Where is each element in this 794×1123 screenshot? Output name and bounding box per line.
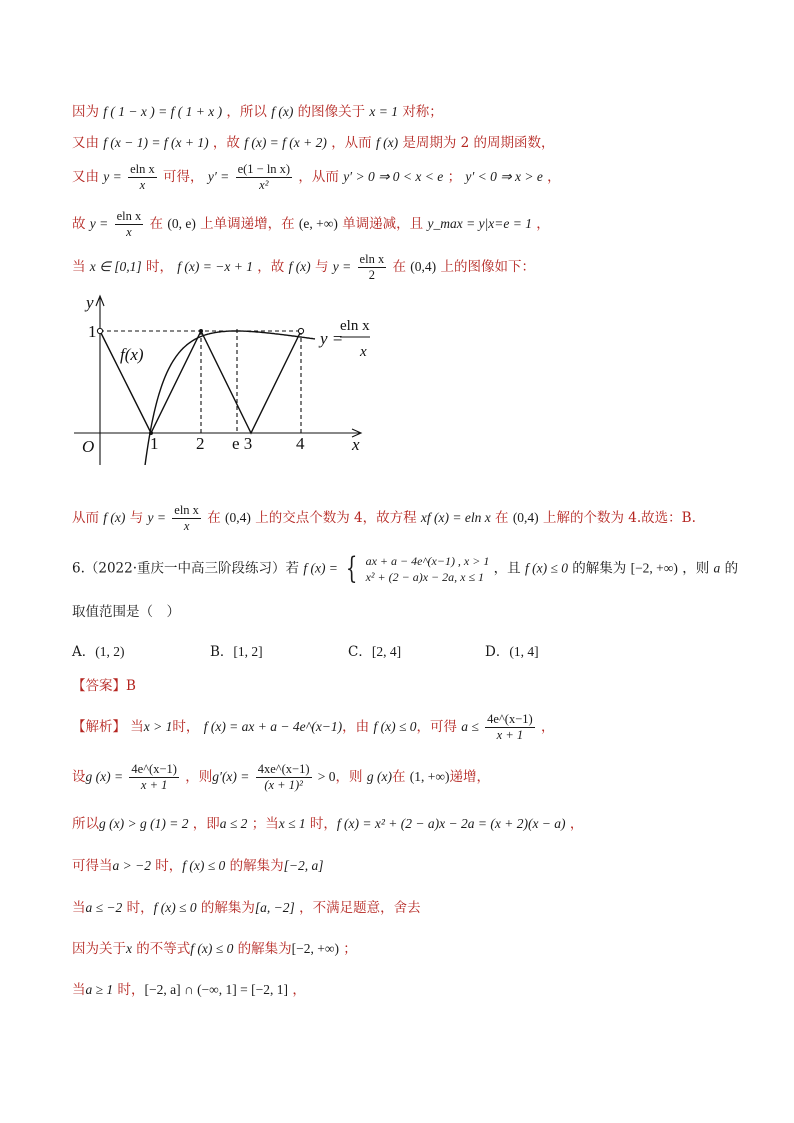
fraction: $\frac{4xe\^{}(x-1)}{\text{(x + 1)²}}$ (257, 762, 310, 792)
solution-line: 因为关于x 的不等式f (x) ≤ 0 的解集为[−2, +∞) ； (72, 941, 357, 957)
x-tick-1: 1 (150, 434, 159, 453)
question-line-2: 取值范围是（ ） (72, 604, 180, 620)
text: 上的交点个数为 4，故方程 (255, 510, 417, 526)
text-line (72, 103, 443, 121)
left-brace: { (346, 551, 358, 586)
math: f (x) (271, 104, 294, 119)
answer-value: B (126, 678, 136, 694)
math: y = (332, 259, 352, 274)
math: f (x) = f (x + 2) (244, 135, 327, 150)
text: ； (447, 169, 462, 185)
option-b: B．[1, 2] (210, 644, 263, 660)
math: (0,4) (225, 510, 251, 525)
fraction: $\frac{4e\^{}(x-1)}{x + 1}$ (487, 712, 533, 742)
function-graph (70, 290, 370, 465)
math: y_max = y|x=e = 1 (427, 216, 532, 231)
text: 在 (207, 510, 221, 526)
math: (0,4) (410, 259, 437, 274)
curve-label-den: x (360, 344, 367, 360)
math: f (x) (288, 259, 311, 274)
math: f ( 1 − x ) = f ( 1 + x ) (103, 104, 223, 119)
text: ，故 (212, 135, 240, 151)
text: ， (547, 169, 561, 185)
x-tick-2: 2 (196, 434, 205, 453)
y-axis-label: y (86, 293, 94, 312)
piecewise-cases (366, 553, 490, 585)
text-line (72, 503, 696, 534)
math: y′ < 0 ⇒ x > e (465, 169, 543, 184)
text-line (72, 209, 550, 240)
solution-line: 所以g (x) > g (1) = 2 ，即a ≤ 2 ；当x ≤ 1 时，f (x) = x² + (2 − a)x − 2a = (x + 2)(x − a) ， (72, 816, 584, 832)
text: 当 (72, 259, 86, 275)
math: f (x − 1) = f (x + 1) (103, 135, 209, 150)
text: 是周期为 2 的周期函数， (402, 135, 555, 151)
case-2: x² + (2 − a)x − 2a, x ≤ 1 (365, 570, 485, 584)
text: ，则 (682, 560, 710, 577)
x-tick-e3: e 3 (232, 434, 253, 453)
fraction: $\frac{\text{e(1 − ln x)}}{\text{x²}}$ (237, 162, 291, 192)
text: 与 (314, 259, 329, 275)
elnx-over-x-curve (141, 331, 315, 465)
math: x = 1 (369, 104, 399, 119)
math: [−2, +∞) (630, 560, 678, 576)
text: 时， (145, 259, 173, 275)
math: y′ > 0 ⇒ 0 < x < e (343, 169, 444, 184)
text: 在 (392, 259, 406, 275)
option-a: A．(1, 2) (72, 644, 125, 660)
origin-label: O (82, 437, 95, 456)
text-line (72, 252, 535, 283)
fraction: $\frac{4e\^{}(x-1)}{x + 1}$ (131, 762, 177, 792)
math: f (x) (103, 510, 126, 525)
math: y = (89, 216, 109, 231)
text: ，从而 (331, 135, 372, 151)
text: ，所以 (226, 104, 267, 120)
text: 可得， (163, 169, 204, 185)
math: f (x) (375, 135, 399, 150)
option-d: D．(1, 4] (485, 644, 539, 660)
solution-line: 当a ≤ −2 时，f (x) ≤ 0 的解集为[a, −2] ，不满足题意，舍去 (72, 900, 421, 916)
y-tick-1: 1 (88, 322, 97, 341)
solution-line: 当a ≥ 1 时，[−2, a] ∩ (−∞, 1] = [−2, 1] ， (72, 982, 306, 998)
text: 因为 (72, 104, 99, 120)
math: f (x) = (303, 560, 338, 576)
text: 上的图像如下： (440, 259, 535, 275)
solution-line: 【解析】 当x > 1时， f (x) = ax + a − 4e^(x−1)，由 f (x) ≤ 0，可得 a ≤ $\frac{4e\^{}(x-1)}{x + 1}$ ， (72, 712, 555, 742)
text: 上解的个数为 4.故选：B. (542, 510, 696, 526)
math: y′ = (207, 169, 230, 184)
text: 与 (129, 510, 144, 526)
math: (e, +∞) (298, 216, 338, 231)
text: 单调递减，且 (342, 216, 424, 232)
answer-label: 【答案】 (72, 678, 126, 694)
question-text: 6.（2022·重庆一中高三阶段练习）若 (72, 560, 300, 577)
fraction: $\frac{\text{eln x}}{x}$ (116, 209, 142, 239)
text-line (72, 162, 561, 193)
math: f (x) = −x + 1 (177, 259, 253, 274)
text: 又由 (72, 135, 99, 151)
text: ，且 (493, 560, 521, 577)
text: 在 (495, 510, 509, 526)
math: y = (103, 169, 122, 184)
math: y = (147, 510, 166, 525)
open-point-4 (298, 328, 303, 333)
fraction: $\frac{\text{eln x}}{x}$ (174, 503, 199, 533)
math: x ∈ [0,1] (89, 259, 142, 274)
text: ， (536, 216, 550, 232)
text: 从而 (72, 510, 99, 526)
text-line (72, 134, 555, 152)
question-line (72, 553, 738, 585)
text: 对称； (402, 104, 443, 120)
solution-line: 可得当a > −2 时，f (x) ≤ 0 的解集为[−2, a] (72, 858, 324, 874)
math: f (x) ≤ 0 (524, 560, 568, 576)
text: 又由 (72, 169, 99, 185)
text: 上单调递增，在 (200, 216, 295, 232)
solution-line: 设g (x) = $\frac{4e\^{}(x-1)}{x + 1}$ ，则g′(x) = $\frac{4xe\^{}(x-1)}{\text{(x + 1)²}}$ > 0，则 g (x)在 (1, +∞)递增， (72, 762, 490, 792)
math: (0,4) (512, 510, 539, 525)
text: ，故 (257, 259, 285, 275)
case-1: ax + a − 4e^(x−1) , x > 1 (365, 554, 490, 568)
option-c: C．[2, 4] (348, 644, 402, 660)
fx-label: f(x) (120, 345, 144, 364)
text: 在 (149, 216, 164, 232)
math: (0, e) (167, 216, 196, 231)
curve-label-y: y = (320, 329, 344, 348)
x-tick-4: 4 (296, 434, 305, 453)
x-axis-label: x (352, 435, 360, 454)
answer-line (72, 677, 136, 695)
point-2 (199, 329, 203, 333)
math: xf (x) = eln x (420, 510, 491, 525)
math: a (713, 560, 721, 576)
text: 的解集为 (572, 560, 627, 577)
curve-label-num: eln x (340, 318, 370, 334)
fraction: $\frac{\text{eln x}}{2}$ (359, 252, 385, 282)
text: 的图像关于 (297, 104, 366, 120)
fraction: $\frac{\text{eln x}}{x}$ (130, 162, 155, 192)
text: 故 (72, 216, 86, 232)
text: 的 (724, 560, 739, 577)
open-point-0 (97, 328, 102, 333)
solution-label: 【解析】 (72, 719, 126, 735)
text: ，从而 (298, 169, 339, 185)
